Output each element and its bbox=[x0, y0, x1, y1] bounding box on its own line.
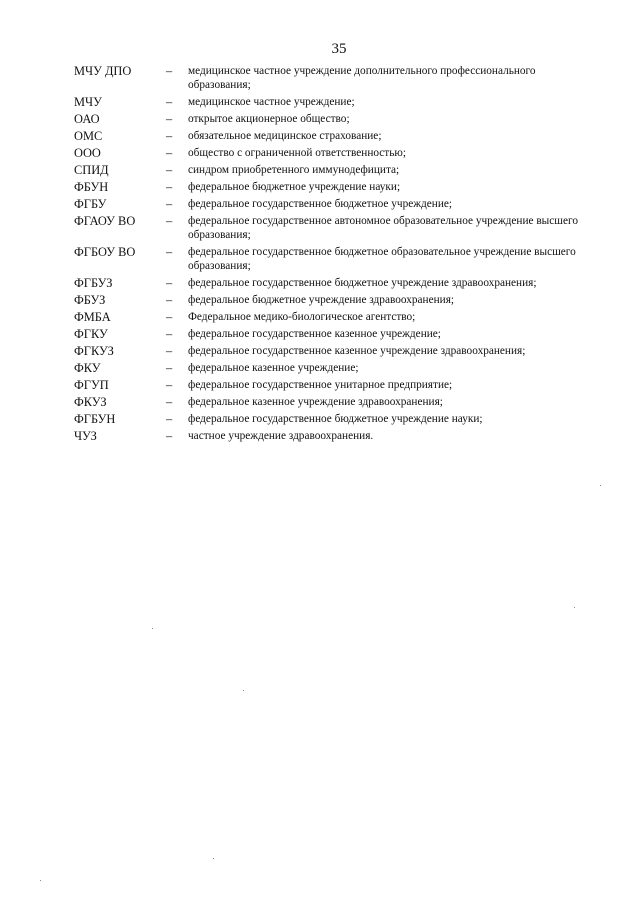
abbreviation-definition: федеральное государственное бюджетное учреждение здравоохранения; bbox=[188, 277, 537, 289]
abbreviation-definition: Федеральное медико-биологическое агентство; bbox=[188, 311, 416, 323]
abbreviation-definition: медицинское частное учреждение дополнительного профессионального образования; bbox=[188, 65, 536, 91]
abbreviation-dash: – bbox=[166, 293, 173, 307]
abbreviation-row bbox=[74, 64, 594, 92]
abbreviation-term: ОМС bbox=[74, 129, 103, 143]
abbreviation-term: ФГУП bbox=[74, 378, 109, 392]
abbreviation-definition: открытое акционерное общество; bbox=[188, 113, 350, 125]
abbreviation-row bbox=[74, 293, 594, 307]
abbreviation-row bbox=[74, 344, 594, 358]
abbreviation-term: МЧУ bbox=[74, 95, 102, 109]
abbreviation-term: ФГБОУ ВО bbox=[74, 245, 136, 259]
abbreviation-row bbox=[74, 327, 594, 341]
abbreviation-definition: федеральное государственное унитарное предприятие; bbox=[188, 379, 453, 391]
abbreviation-dash: – bbox=[166, 344, 173, 358]
abbreviation-term: ООО bbox=[74, 146, 101, 160]
abbreviation-row bbox=[74, 276, 594, 290]
abbreviation-row bbox=[74, 429, 594, 443]
abbreviation-term: ФГАОУ ВО bbox=[74, 214, 136, 228]
abbreviation-row bbox=[74, 197, 594, 211]
abbreviation-term: ФКУ bbox=[74, 361, 101, 375]
abbreviation-list bbox=[74, 64, 594, 446]
abbreviation-row bbox=[74, 395, 594, 409]
abbreviation-term: ФГКУ bbox=[74, 327, 108, 341]
abbreviation-definition: федеральное государственное казенное учреждение здравоохранения; bbox=[188, 345, 526, 357]
abbreviation-row bbox=[74, 245, 594, 273]
abbreviation-definition: обязательное медицинское страхование; bbox=[188, 130, 382, 142]
abbreviation-row bbox=[74, 129, 594, 143]
abbreviation-term: ОАО bbox=[74, 112, 100, 126]
abbreviation-row bbox=[74, 310, 594, 324]
abbreviation-definition: федеральное государственное бюджетное образовательное учреждение высшего образования; bbox=[188, 246, 576, 272]
abbreviation-term: ФБУЗ bbox=[74, 293, 106, 307]
abbreviation-term: ФГБУ bbox=[74, 197, 107, 211]
abbreviation-dash: – bbox=[166, 112, 173, 126]
abbreviation-definition: федеральное государственное автономное образовательное учреждение высшего образования; bbox=[188, 215, 578, 241]
abbreviation-row bbox=[74, 163, 594, 177]
abbreviation-row bbox=[74, 112, 594, 126]
abbreviation-row bbox=[74, 95, 594, 109]
abbreviation-dash: – bbox=[166, 197, 173, 211]
abbreviation-term: МЧУ ДПО bbox=[74, 64, 132, 78]
abbreviation-row bbox=[74, 361, 594, 375]
abbreviation-dash: – bbox=[166, 378, 173, 392]
abbreviation-definition: федеральное государственное казенное учреждение; bbox=[188, 328, 441, 340]
abbreviation-dash: – bbox=[166, 163, 173, 177]
abbreviation-definition: медицинское частное учреждение; bbox=[188, 96, 355, 108]
abbreviation-definition: федеральное бюджетное учреждение здравоохранения; bbox=[188, 294, 455, 306]
abbreviation-term: ФКУЗ bbox=[74, 395, 107, 409]
abbreviation-dash: – bbox=[166, 395, 173, 409]
abbreviation-term: ЧУЗ bbox=[74, 429, 97, 443]
abbreviation-definition: частное учреждение здравоохранения. bbox=[188, 430, 374, 442]
abbreviation-definition: федеральное государственное бюджетное учреждение; bbox=[188, 198, 453, 210]
abbreviation-dash: – bbox=[166, 214, 173, 228]
abbreviation-definition: синдром приобретенного иммунодефицита; bbox=[188, 164, 400, 176]
abbreviation-definition: федеральное казенное учреждение; bbox=[188, 362, 359, 374]
abbreviation-dash: – bbox=[166, 412, 173, 426]
abbreviation-dash: – bbox=[166, 95, 173, 109]
abbreviation-row bbox=[74, 412, 594, 426]
abbreviation-definition: федеральное государственное бюджетное учреждение науки; bbox=[188, 413, 483, 425]
abbreviation-definition: федеральное бюджетное учреждение науки; bbox=[188, 181, 401, 193]
abbreviation-row bbox=[74, 146, 594, 160]
abbreviation-dash: – bbox=[166, 180, 173, 194]
abbreviation-row bbox=[74, 180, 594, 194]
abbreviation-dash: – bbox=[166, 64, 173, 78]
abbreviation-row bbox=[74, 378, 594, 392]
abbreviation-definition: общество с ограниченной ответственностью; bbox=[188, 147, 406, 159]
abbreviation-definition: федеральное казенное учреждение здравоохранения; bbox=[188, 396, 443, 408]
abbreviation-dash: – bbox=[166, 429, 173, 443]
abbreviation-term: СПИД bbox=[74, 163, 109, 177]
page-number: 35 bbox=[331, 41, 347, 57]
abbreviation-dash: – bbox=[166, 146, 173, 160]
abbreviation-dash: – bbox=[166, 245, 173, 259]
abbreviation-row bbox=[74, 214, 594, 242]
abbreviation-dash: – bbox=[166, 129, 173, 143]
abbreviation-dash: – bbox=[166, 276, 173, 290]
abbreviation-term: ФБУН bbox=[74, 180, 109, 194]
abbreviation-term: ФГБУЗ bbox=[74, 276, 113, 290]
abbreviation-dash: – bbox=[166, 327, 173, 341]
abbreviation-dash: – bbox=[166, 310, 173, 324]
abbreviation-term: ФГБУН bbox=[74, 412, 116, 426]
abbreviation-term: ФМБА bbox=[74, 310, 111, 324]
abbreviation-dash: – bbox=[166, 361, 173, 375]
abbreviation-term: ФГКУЗ bbox=[74, 344, 114, 358]
